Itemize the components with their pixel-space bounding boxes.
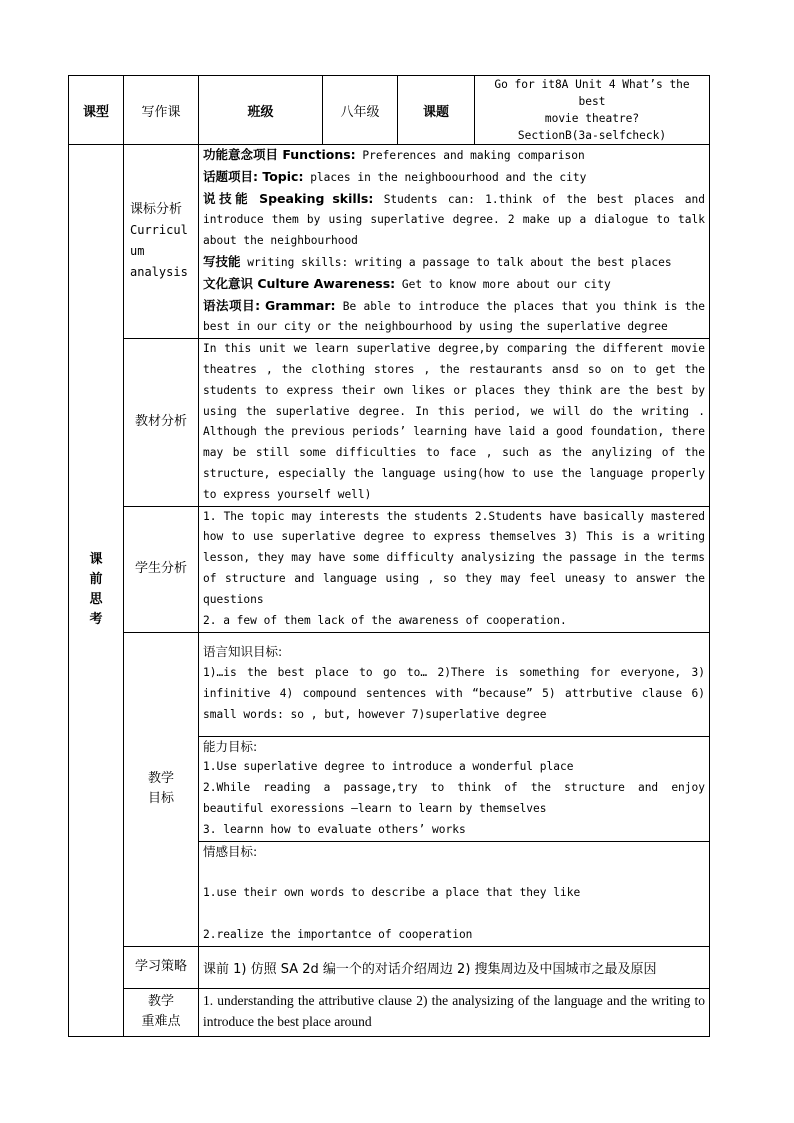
students-para: 2. a few of them lack of the awareness of cooperation. (203, 613, 567, 627)
strategy-row (69, 946, 710, 988)
curriculum-key: 话题项目: Topic: (203, 168, 304, 184)
topic-line: SectionB(3a-selfcheck) (517, 129, 667, 142)
ability-item: 3. learnn how to evaluate others’ works (203, 822, 466, 836)
curriculum-line (203, 167, 705, 189)
knowledge-text: 1)…is the best place to go to… 2)There is something for everyone, 3) infinitive 4) compound sentences with “because” 5) attrbutive clause 6) small words: so , but, however 7)superlative degree (203, 666, 705, 721)
curriculum-text: Preferences and making comparison (355, 149, 585, 162)
curriculum-label-en: analysis (130, 264, 188, 279)
objectives-label-line: 目标 (147, 791, 174, 807)
lesson-type-value: 写作课 (124, 76, 199, 145)
students-label: 学生分析 (124, 506, 199, 632)
textbook-text: In this unit we learn superlative degree,by comparing the different movie theatres , the clothing stores , the restaurants ansd so on to get the students to express their own likes or places they think are the best by using the superlative degree. In this period, we will do the writing . Although the previous periods’ learning have laid a good foundation, there may be still some difficulties to face , such as the anylizing of the structure, especially the language using(how to use the language properly to express yourself well) (203, 342, 705, 501)
keypoints-label (124, 988, 199, 1036)
curriculum-label-en: um (130, 244, 145, 259)
curriculum-text: Get to know more about our city (395, 277, 611, 291)
emotion-item: 1.use their own words to describe a place that they like (203, 886, 581, 900)
curriculum-key: 写技能 (203, 253, 241, 269)
header-row (69, 76, 710, 145)
textbook-label: 教材分析 (124, 339, 199, 506)
spacer (203, 904, 705, 925)
textbook-content (199, 339, 710, 506)
curriculum-line (203, 274, 705, 296)
spacer (203, 862, 705, 883)
students-para: 1. The topic may interests the students 2.Students have basically mastered how to use superlative degree to express themselves 3) This is a writing lesson, they may have some difficulty analysizing the passage in the terms of structure and language using , so they may feel uneasy to answer the questions (203, 509, 705, 606)
curriculum-key: 功能意念项目 Functions: (203, 147, 356, 162)
topic-value (475, 76, 710, 145)
class-label: 班级 (199, 76, 323, 145)
curriculum-line (203, 252, 705, 274)
pre-class-thinking-label (69, 145, 124, 1037)
students-content (199, 506, 710, 632)
curriculum-line (203, 145, 705, 167)
objectives-label (124, 632, 199, 946)
curriculum-label-cn: 课标分析 (130, 202, 183, 218)
students-row (69, 506, 710, 632)
side-char: 前 (89, 572, 103, 588)
curriculum-label (124, 145, 199, 339)
keypoints-row (69, 988, 710, 1036)
curriculum-line (203, 296, 705, 339)
class-value: 八年级 (323, 76, 398, 145)
strategy-label: 学习策略 (124, 946, 199, 988)
curriculum-text: places in the neighboourhood and the city (303, 170, 587, 184)
ability-title: 能力目标: (203, 738, 258, 754)
curriculum-text: Students can: 1.think of the best places and introduce them by using superlative degree. 2 make up a dialogue to talk about the neighbourhood (203, 192, 705, 248)
ability-item: 1.Use superlative degree to introduce a wonderful place (203, 760, 574, 774)
textbook-row (69, 339, 710, 506)
curriculum-label-en: Curricul (130, 223, 188, 238)
curriculum-key: 文化意识 Culture Awareness: (203, 275, 396, 291)
knowledge-objectives (199, 632, 710, 736)
ability-item: 2.While reading a passage,try to think of the structure and enjoy beautiful exoressions –learn to learn by themselves (203, 781, 705, 815)
lesson-plan-table (68, 75, 710, 1037)
emotion-objectives (199, 841, 710, 946)
objectives-label-line: 教学 (147, 771, 174, 787)
curriculum-line (203, 189, 705, 252)
emotion-item: 2.realize the importantce of cooperation (203, 927, 473, 941)
knowledge-title: 语言知识目标: (203, 644, 283, 660)
topic-line: Go for it8A Unit 4 What’s the best (494, 78, 690, 108)
emotion-title: 情感目标: (203, 843, 258, 859)
topic-line: movie theatre? (544, 112, 640, 125)
ability-objectives (199, 736, 710, 841)
curriculum-text: writing skills: writing a passage to talk about the best places (240, 255, 672, 269)
side-char: 课 (89, 552, 103, 568)
curriculum-row (69, 145, 710, 339)
curriculum-key: 语法项目: Grammar: (203, 297, 336, 313)
keypoints-content: 1. understanding the attributive clause 2) the analysizing of the language and the writing to introduce the best place around (199, 988, 710, 1036)
objectives-knowledge-row (69, 632, 710, 736)
curriculum-content (199, 145, 710, 339)
lesson-type-label: 课型 (69, 76, 124, 145)
side-char: 考 (89, 612, 103, 628)
side-char: 思 (89, 592, 103, 608)
topic-label: 课题 (398, 76, 475, 145)
curriculum-key: 说技能 Speaking skills: (203, 190, 374, 206)
curriculum-text: Be able to introduce the places that you think is the best in our city or the neighbourhood by using the superlative degree (203, 299, 706, 334)
strategy-content: 课前 1) 仿照 SA 2d 编一个的对话介绍周边 2) 搜集周边及中国城市之最及原因 (199, 946, 710, 988)
keypoints-label-line: 教学 (147, 994, 174, 1010)
keypoints-label-line: 重难点 (141, 1014, 181, 1030)
